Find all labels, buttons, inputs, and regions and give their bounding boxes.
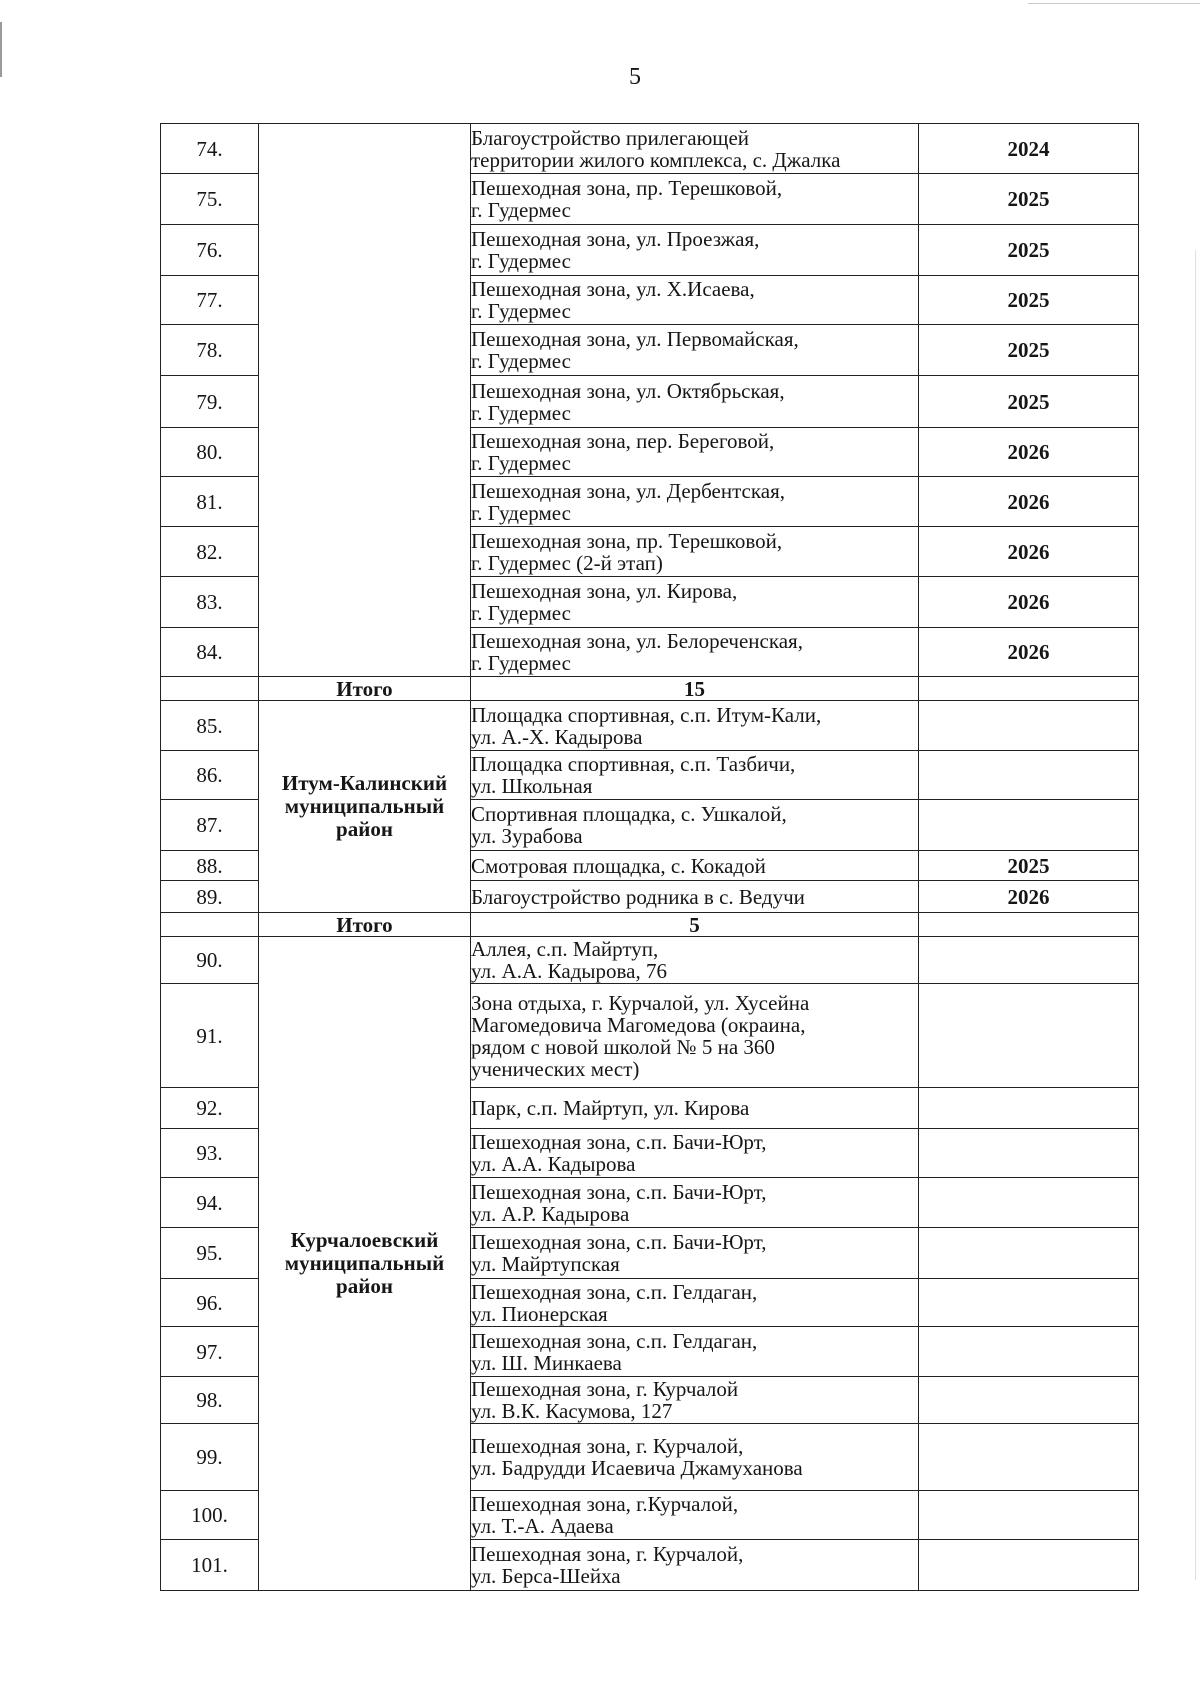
row-number: 80. <box>161 428 259 477</box>
municipality-cell: Курчалоевский муниципальный район <box>259 937 471 1591</box>
object-name-line: Пешеходная зона, ул. Проезжая, <box>471 227 760 251</box>
object-name-line: ул. А.А. Кадырова, 76 <box>471 959 667 983</box>
row-number: 89. <box>161 881 259 913</box>
year-cell <box>919 1088 1139 1129</box>
total-empty-cell <box>919 913 1139 937</box>
objects-table-body <box>161 124 1139 1591</box>
year-cell: 2025 <box>919 325 1139 376</box>
table-row <box>161 124 1139 174</box>
object-name-cell <box>471 477 919 527</box>
object-name-line: Пешеходная зона, ул. Х.Исаева, <box>471 277 755 301</box>
row-number: 79. <box>161 376 259 428</box>
year-cell <box>919 1540 1139 1591</box>
object-name-line: г. Гудермес <box>471 249 571 273</box>
object-name-line: Пешеходная зона, г. Курчалой, <box>471 1542 744 1566</box>
object-name-cell <box>471 1129 919 1178</box>
object-name-line: ул. Берса-Шейха <box>471 1564 621 1588</box>
total-row <box>161 677 1139 701</box>
year-cell <box>919 1491 1139 1540</box>
total-label: Итого <box>259 913 471 937</box>
year-cell: 2026 <box>919 577 1139 628</box>
object-name-line: Благоустройство родника в с. Ведучи <box>471 884 805 909</box>
object-name-line: г. Гудермес <box>471 349 571 373</box>
object-name-line: г. Гудермес <box>471 601 571 625</box>
year-cell <box>919 1279 1139 1327</box>
object-name-cell <box>471 1327 919 1377</box>
object-name-line: Парк, с.п. Майртуп, ул. Кирова <box>471 1096 750 1120</box>
year-cell <box>919 984 1139 1088</box>
object-name-line: Пешеходная зона, ул. Первомайская, <box>471 327 799 351</box>
object-name-line: Аллея, с.п. Майртуп, <box>471 937 659 961</box>
object-name-line: рядом с новой школой № 5 на 360 <box>471 1034 775 1059</box>
object-name-line: ул. Зурабова <box>471 824 583 848</box>
row-number: 95. <box>161 1228 259 1279</box>
row-number: 86. <box>161 751 259 800</box>
row-number: 76. <box>161 225 259 276</box>
year-cell: 2026 <box>919 477 1139 527</box>
object-name-cell <box>471 577 919 628</box>
year-cell: 2026 <box>919 527 1139 577</box>
object-name-line: ученических мест) <box>471 1056 640 1081</box>
object-name-cell <box>471 1088 919 1129</box>
row-number: 81. <box>161 477 259 527</box>
row-number: 82. <box>161 527 259 577</box>
objects-table <box>160 123 1139 1591</box>
object-name-line: г. Гудермес <box>471 299 571 323</box>
year-cell <box>919 1327 1139 1377</box>
row-number: 87. <box>161 800 259 851</box>
object-name-line: г. Гудермес <box>471 400 571 425</box>
row-number: 84. <box>161 628 259 677</box>
object-name-cell <box>471 800 919 851</box>
year-cell: 2026 <box>919 428 1139 477</box>
year-cell: 2026 <box>919 628 1139 677</box>
scan-edge-top <box>1028 3 1200 4</box>
object-name-line: Площадка спортивная, с.п. Тазбичи, <box>471 752 796 776</box>
object-name-line: Пешеходная зона, с.п. Гелдаган, <box>471 1328 758 1353</box>
object-name-line: Магомедовича Магомедова (окраина, <box>471 1012 806 1037</box>
row-number: 101. <box>161 1540 259 1591</box>
object-name-line: территории жилого комплекса, с. Джалка <box>471 147 841 172</box>
object-name-line: ул. Ш. Минкаева <box>471 1350 622 1375</box>
object-name-line: Пешеходная зона, пр. Терешковой, <box>471 176 783 200</box>
page-number: 5 <box>629 64 641 90</box>
object-name-line: Пешеходная зона, пер. Береговой, <box>471 429 775 453</box>
object-name-line: ул. Пионерская <box>471 1301 608 1326</box>
object-name-line: Благоустройство прилегающей <box>471 125 750 150</box>
object-name-line: Смотровая площадка, с. Кокадой <box>471 853 766 878</box>
object-name-cell <box>471 1491 919 1540</box>
object-name-line: ул. Майртупская <box>471 1252 620 1276</box>
object-name-line: Пешеходная зона, с.п. Гелдаган, <box>471 1279 758 1304</box>
row-number: 75. <box>161 174 259 225</box>
row-number: 91. <box>161 984 259 1088</box>
object-name-cell <box>471 1377 919 1424</box>
table-row <box>161 701 1139 751</box>
object-name-line: Пешеходная зона, ул. Кирова, <box>471 579 738 603</box>
object-name-cell <box>471 1178 919 1228</box>
object-name-line: ул. Т.-А. Адаева <box>471 1514 614 1538</box>
total-label: Итого <box>259 677 471 701</box>
object-name-line: Пешеходная зона, с.п. Бачи-Юрт, <box>471 1230 767 1254</box>
object-name-cell <box>471 527 919 577</box>
row-number: 99. <box>161 1424 259 1491</box>
object-name-cell <box>471 1279 919 1327</box>
scan-edge-right <box>1195 250 1196 1580</box>
total-value: 15 <box>471 677 919 701</box>
object-name-line: г. Гудермес (2-й этап) <box>471 550 663 575</box>
object-name-line: Пешеходная зона, пр. Терешковой, <box>471 528 783 553</box>
object-name-line: г. Гудермес <box>471 451 571 475</box>
row-number: 88. <box>161 851 259 881</box>
object-name-line: Пешеходная зона, с.п. Бачи-Юрт, <box>471 1179 767 1204</box>
total-empty-cell <box>161 677 259 701</box>
total-empty-cell <box>919 677 1139 701</box>
row-number: 93. <box>161 1129 259 1178</box>
year-cell: 2025 <box>919 174 1139 225</box>
object-name-line: Зона отдыха, г. Курчалой, ул. Хусейна <box>471 990 810 1015</box>
object-name-cell <box>471 428 919 477</box>
object-name-cell <box>471 325 919 376</box>
total-empty-cell <box>161 913 259 937</box>
object-name-line: ул. Бадрудди Исаевича Джамуханова <box>471 1456 803 1480</box>
object-name-cell <box>471 1424 919 1491</box>
object-name-line: Пешеходная зона, г.Курчалой, <box>471 1492 739 1516</box>
object-name-cell <box>471 174 919 225</box>
row-number: 94. <box>161 1178 259 1228</box>
object-name-line: Площадка спортивная, с.п. Итум-Кали, <box>471 702 822 727</box>
object-name-line: ул. В.К. Касумова, 127 <box>471 1399 673 1423</box>
row-number: 74. <box>161 124 259 174</box>
object-name-line: Пешеходная зона, ул. Белореченская, <box>471 629 803 653</box>
year-cell: 2025 <box>919 376 1139 428</box>
year-cell: 2026 <box>919 881 1139 913</box>
object-name-cell <box>471 851 919 881</box>
year-cell <box>919 800 1139 851</box>
object-name-line: ул. А.Р. Кадырова <box>471 1201 630 1226</box>
row-number: 100. <box>161 1491 259 1540</box>
table-row <box>161 937 1139 984</box>
object-name-cell <box>471 881 919 913</box>
municipality-cell: Итум-Калинский муниципальный район <box>259 701 471 913</box>
object-name-cell <box>471 225 919 276</box>
object-name-cell <box>471 276 919 325</box>
year-cell <box>919 751 1139 800</box>
object-name-line: ул. А.А. Кадырова <box>471 1152 636 1176</box>
object-name-line: Пешеходная зона, г. Курчалой, <box>471 1434 744 1458</box>
object-name-cell <box>471 1228 919 1279</box>
object-name-line: Спортивная площадка, с. Ушкалой, <box>471 802 787 826</box>
object-name-cell <box>471 124 919 174</box>
municipality-cell <box>259 124 471 677</box>
year-cell <box>919 1377 1139 1424</box>
row-number: 97. <box>161 1327 259 1377</box>
total-row <box>161 913 1139 937</box>
row-number: 90. <box>161 937 259 984</box>
object-name-line: Пешеходная зона, ул. Октябрьская, <box>471 378 785 403</box>
row-number: 77. <box>161 276 259 325</box>
total-value: 5 <box>471 913 919 937</box>
year-cell: 2024 <box>919 124 1139 174</box>
year-cell <box>919 701 1139 751</box>
object-name-cell <box>471 937 919 984</box>
year-cell <box>919 1228 1139 1279</box>
row-number: 78. <box>161 325 259 376</box>
row-number: 98. <box>161 1377 259 1424</box>
object-name-cell <box>471 376 919 428</box>
year-cell <box>919 937 1139 984</box>
year-cell <box>919 1129 1139 1178</box>
object-name-line: Пешеходная зона, г. Курчалой <box>471 1377 739 1401</box>
object-name-cell <box>471 984 919 1088</box>
object-name-line: Пешеходная зона, с.п. Бачи-Юрт, <box>471 1130 767 1154</box>
object-name-line: г. Гудермес <box>471 198 571 222</box>
object-name-line: Пешеходная зона, ул. Дербентская, <box>471 478 785 503</box>
row-number: 83. <box>161 577 259 628</box>
object-name-cell <box>471 701 919 751</box>
year-cell: 2025 <box>919 276 1139 325</box>
object-name-line: г. Гудермес <box>471 651 571 675</box>
object-name-line: ул. Школьная <box>471 774 593 798</box>
row-number: 92. <box>161 1088 259 1129</box>
row-number: 85. <box>161 701 259 751</box>
object-name-cell <box>471 1540 919 1591</box>
object-name-line: ул. А.-Х. Кадырова <box>471 724 643 749</box>
row-number: 96. <box>161 1279 259 1327</box>
object-name-line: г. Гудермес <box>471 500 571 525</box>
object-name-cell <box>471 628 919 677</box>
year-cell: 2025 <box>919 851 1139 881</box>
object-name-cell <box>471 751 919 800</box>
year-cell <box>919 1178 1139 1228</box>
year-cell: 2025 <box>919 225 1139 276</box>
year-cell <box>919 1424 1139 1491</box>
